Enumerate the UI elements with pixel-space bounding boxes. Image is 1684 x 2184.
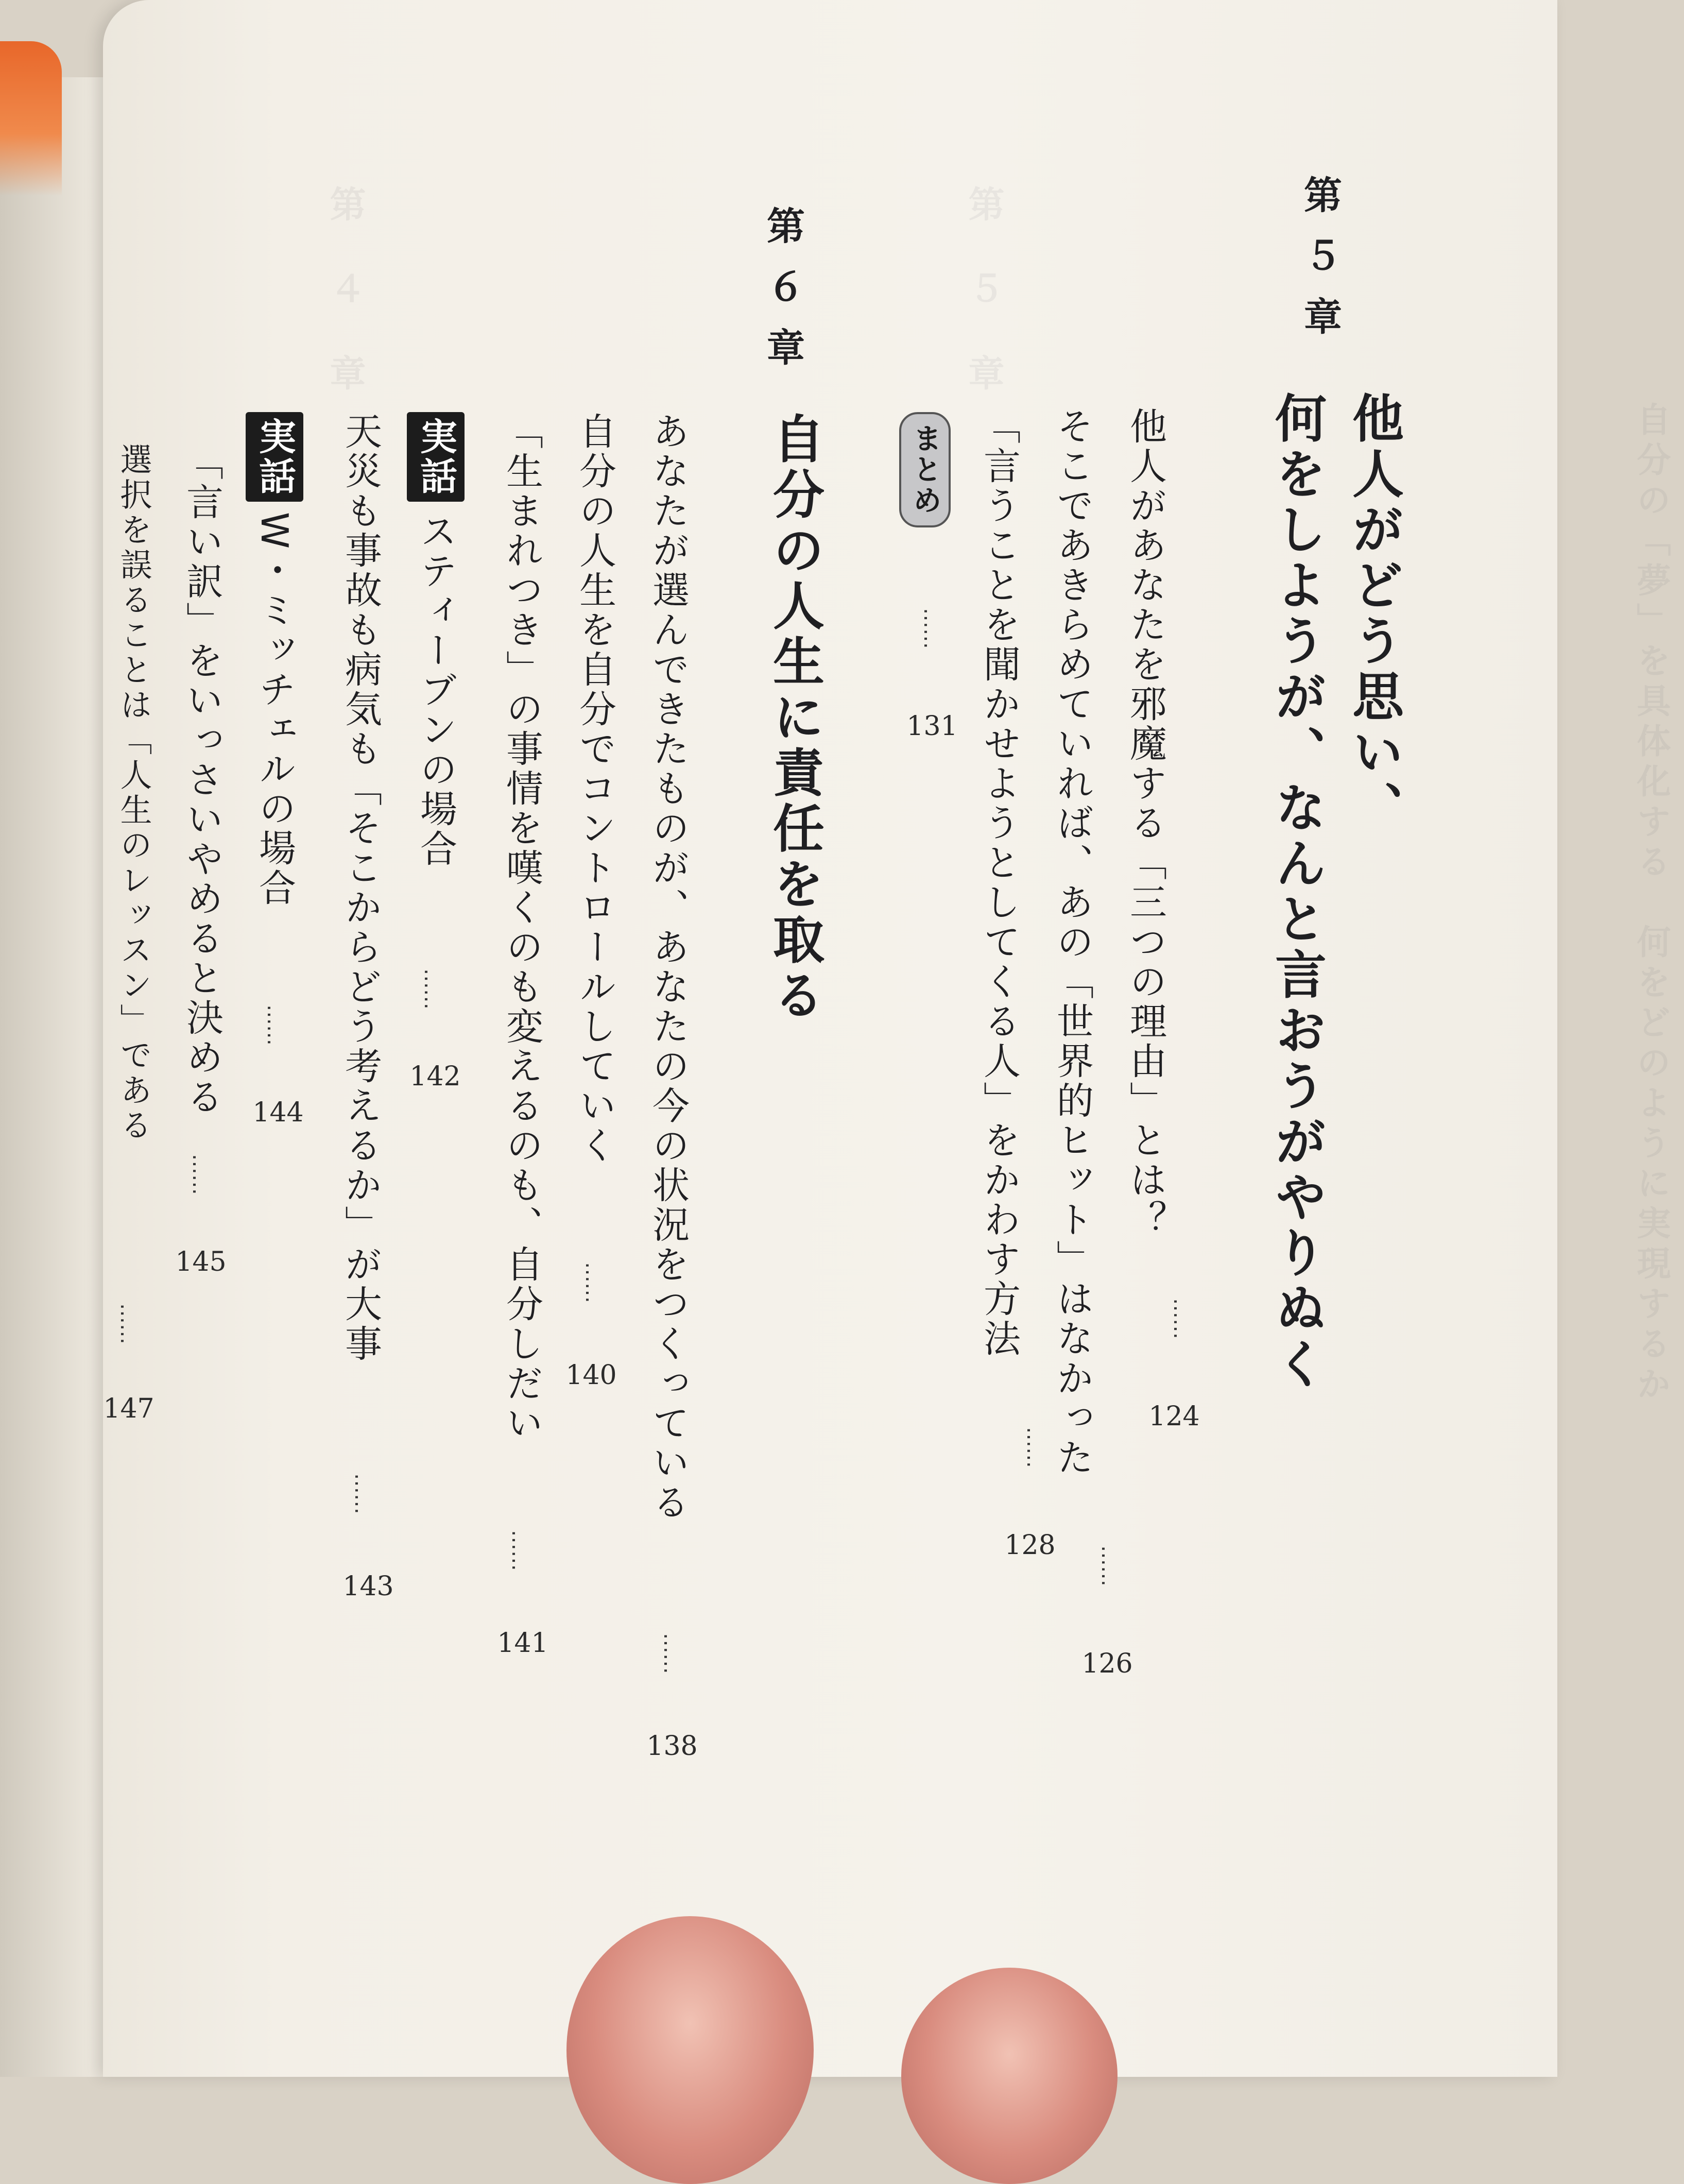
toc-entry	[175, 443, 229, 1117]
page-number: 131	[906, 711, 958, 742]
book-cover-edge	[0, 41, 62, 196]
leader-dots: ……	[1169, 1298, 1193, 1339]
page-number: 142	[409, 1061, 461, 1092]
page-number: 128	[1004, 1530, 1056, 1561]
chapter5-title-line2: 何をしようが、なんと言おうがやりぬく	[1266, 391, 1327, 1393]
true-story-badge: 実話	[407, 412, 465, 502]
page-number: 143	[342, 1571, 394, 1602]
page-number: 141	[497, 1628, 548, 1659]
toc-entry-text: 他人があなたを邪魔する「三つの理由」とは？	[1124, 407, 1167, 1240]
toc-entry	[1045, 407, 1099, 1478]
toc-entry-text: 「言い訳」をいっさいやめると決める	[180, 443, 224, 1117]
page-number: 145	[175, 1247, 227, 1277]
leader-dots: ……	[350, 1473, 374, 1514]
toc-entry	[111, 443, 157, 1144]
chapter6-title: 自分の人生に責任を取る	[764, 412, 824, 1024]
toc-entry-text: そこであきらめていれば、あの「世界的ヒット」はなかった	[1051, 407, 1094, 1478]
page-number: 138	[646, 1731, 698, 1762]
toc-entry-text: 天災も事故も病気も「そこからどう考えるか」が大事	[339, 412, 382, 1364]
page-number: 147	[103, 1393, 154, 1424]
leader-dots: ……	[659, 1633, 683, 1674]
leader-dots: ……	[1097, 1545, 1121, 1586]
show-through-text: 第 ４ 章	[324, 185, 366, 397]
show-through-text: 自分の「夢」を具体化する 何をどのように実現するか	[1631, 402, 1671, 1406]
leader-dots: ……	[188, 1154, 212, 1195]
toc-entry-text: あなたが選んできたものが、あなたの今の状況をつくっている	[646, 412, 690, 1523]
toc-entry	[972, 407, 1026, 1359]
page-number: 124	[1148, 1401, 1200, 1432]
toc-entry	[246, 412, 303, 908]
true-story-badge: 実話	[246, 412, 303, 502]
summary-badge: まとめ	[899, 412, 951, 527]
toc-entry-text: W・ミッチェルの場合	[253, 512, 296, 909]
leader-dots: ……	[263, 1004, 286, 1046]
toc-entry	[641, 412, 695, 1523]
toc-entry-text: 「生まれつき」の事情を嘆くのも変えるのも、自分しだい	[500, 412, 543, 1443]
chapter5-label: 第５章	[1298, 175, 1342, 357]
leader-dots: ……	[507, 1530, 531, 1571]
toc-entry-text: 「言うことを聞かせようとしてくる人」をかわす方法	[977, 407, 1021, 1359]
page-number: 140	[565, 1360, 617, 1391]
toc-entry	[1119, 407, 1172, 1240]
chapter6-label: 第６章	[761, 206, 805, 388]
toc-entry-text: スティーブンの場合	[414, 512, 457, 869]
page-number: 126	[1081, 1648, 1133, 1679]
thumb	[901, 1968, 1118, 2184]
thumb	[566, 1916, 814, 2184]
toc-entry-text: 自分の人生を自分でコントロールしていく	[573, 412, 616, 1166]
chapter5-title-line1: 他人がどう思い、	[1344, 391, 1404, 837]
leader-dots: ……	[1022, 1427, 1046, 1468]
leader-dots: ……	[919, 608, 943, 649]
leader-dots: ……	[581, 1262, 605, 1303]
toc-entry	[568, 412, 622, 1166]
toc-entry-text: 選択を誤ることは「人生のレッスン」である	[115, 443, 152, 1144]
toc-entry	[495, 412, 548, 1443]
toc-entry	[334, 412, 387, 1364]
leader-dots: ……	[420, 968, 443, 1010]
show-through-text: 第 ５ 章	[963, 185, 1005, 397]
page-number: 144	[252, 1097, 304, 1128]
leader-dots: ……	[116, 1303, 140, 1344]
toc-entry	[407, 412, 465, 869]
